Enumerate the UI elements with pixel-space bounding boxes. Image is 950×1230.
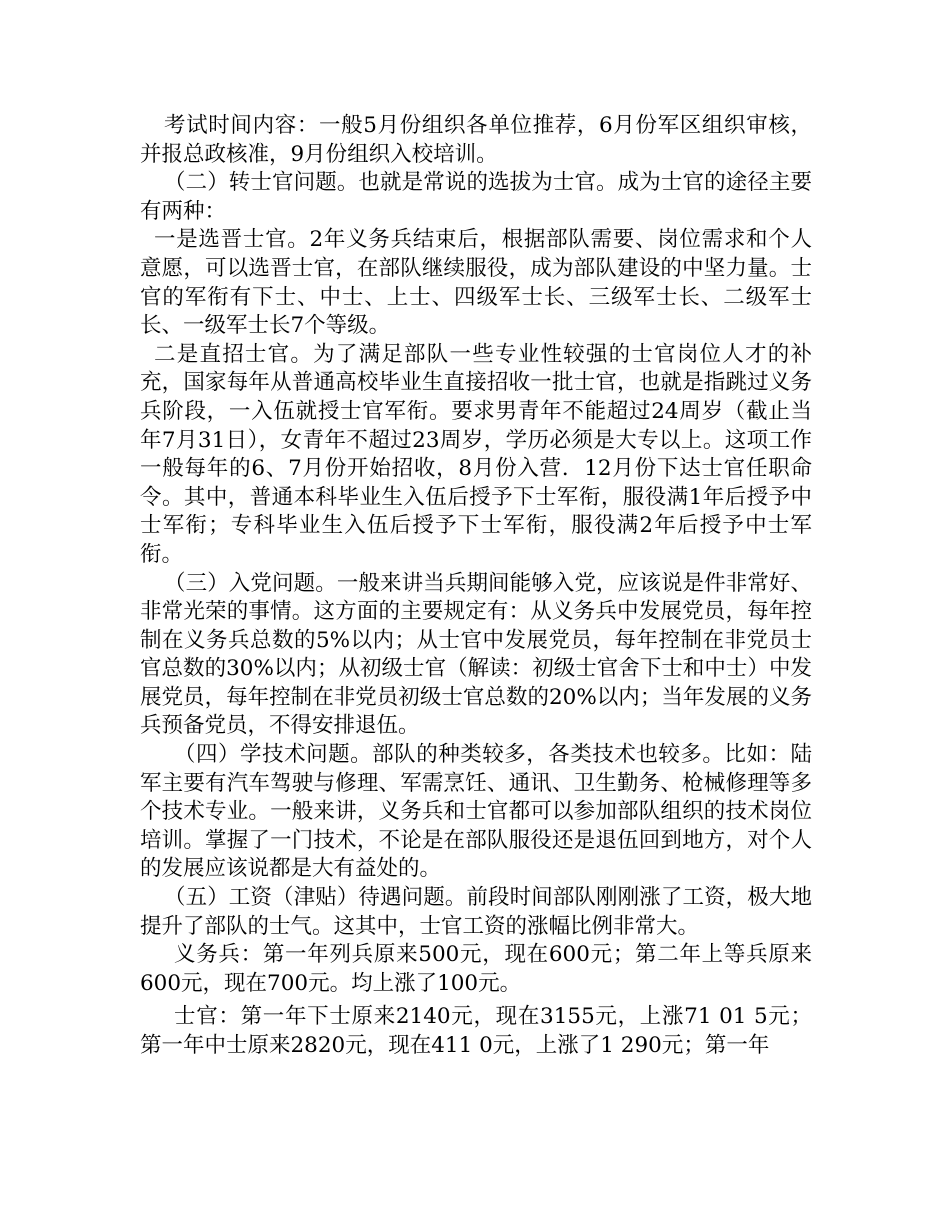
paragraph-exam-time: 考试时间内容：一般5月份组织各单位推荐，6月份军区组织审核，并报总政核准，9月份组织入校培训。 [140,113,812,167]
paragraph-direct-recruit: 二是直招士官。为了满足部队一些专业性较强的士官岗位人才的补充，国家每年从普通高校毕业生直接招收一批士官，也就是指跳过义务兵阶段，一入伍就授士官军衔。要求男青年不能超过24周岁（截止当年7月31日），女青年不超过23周岁，学历必须是大专以上。这项工作一般每年的6、7月份开始招收，8月份入营．12月份下达士官任职命令。其中，普通本科毕业生入伍后授予下士军衔，服役满1年后授予中士军衔；专科毕业生入伍后授予下士军衔，服役满2年后授予中士军衔。 [140,341,812,567]
paragraph-conscript-pay: 义务兵：第一年列兵原来500元，现在600元；第二年上等兵原来600元，现在700元。均上涨了100元。 [140,942,812,996]
paragraph-nco-promotion: 一是选晋士官。2年义务兵结束后，根据部队需要、岗位需求和个人意愿，可以选晋士官，在部队继续服役，成为部队建设的中坚力量。士官的军衔有下士、中士、上士、四级军士长、三级军士长、二级军士长、一级军士长7个等级。 [140,227,812,339]
paragraph-salary: （五）工资（津贴）待遇问题。前段时间部队刚刚涨了工资，极大地提升了部队的士气。这其中，士官工资的涨幅比例非常大。 [140,885,812,939]
paragraph-nco-conversion: （二）转士官问题。也就是常说的选拔为士官。成为士官的途径主要有两种： [140,170,812,224]
paragraph-technical-skills: （四）学技术问题。部队的种类较多，各类技术也较多。比如：陆军主要有汽车驾驶与修理、军需烹饪、通讯、卫生勤务、枪械修理等多个技术专业。一般来讲，义务兵和士官都可以参加部队组织的技术岗位培训。掌握了一门技术，不论是在部队服役还是退伍回到地方，对个人的发展应该说都是大有益处的。 [140,742,812,882]
paragraph-party-membership: （三）入党问题。一般来讲当兵期间能够入党，应该说是件非常好、非常光荣的事情。这方面的主要规定有：从义务兵中发展党员，每年控制在义务兵总数的5%以内；从士官中发展党员，每年控制在非党员士官总数的30%以内；从初级士官（解读：初级士官舍下士和中士）中发展党员，每年控制在非党员初级士官总数的20%以内；当年发展的义务兵预备党员，不得安排退伍。 [140,570,812,739]
paragraph-nco-pay: 士官：第一年下士原来2140元，现在3155元，上涨71 01 5元；第一年中士原来2820元，现在411 0元，上涨了1 290元；第一年 [140,1004,812,1058]
document-body [140,112,812,1061]
